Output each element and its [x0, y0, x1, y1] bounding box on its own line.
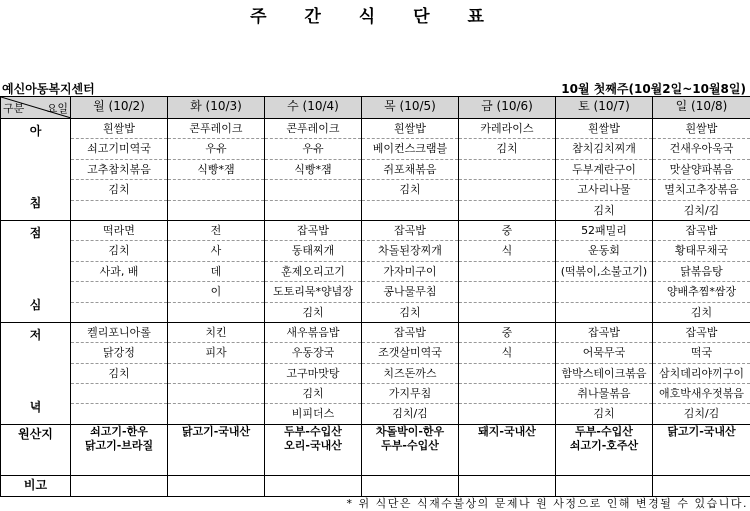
- menu-item: [265, 201, 361, 220]
- menu-item: 콘푸레이크: [168, 119, 264, 139]
- menu-item: 김치: [265, 384, 361, 404]
- menu-item: 데: [168, 262, 264, 282]
- menu-item: [459, 404, 555, 423]
- origin-text: 두부-수입산: [556, 425, 652, 439]
- dinner-cell-day-1: [168, 322, 265, 424]
- menu-item: 떡국: [653, 343, 750, 363]
- menu-item: [556, 282, 652, 302]
- menu-item: 식빵*잼: [168, 160, 264, 180]
- menu-item: 운동회: [556, 241, 652, 261]
- center-name: 예신아동복지센터: [2, 80, 95, 97]
- menu-item: 훈제오리고기: [265, 262, 361, 282]
- origin-cell-day-3: [362, 424, 459, 475]
- menu-item: [168, 364, 264, 384]
- menu-item: 김치: [362, 180, 458, 200]
- remarks-cell-day-4: [459, 475, 556, 496]
- menu-item: [459, 282, 555, 302]
- menu-item: 잡곡밥: [653, 323, 750, 343]
- menu-item: 애호박새우젓볶음: [653, 384, 750, 404]
- menu-item: 식: [459, 343, 555, 363]
- menu-item: 52패밀리: [556, 221, 652, 241]
- remarks-cell-day-2: [265, 475, 362, 496]
- dinner-cell-day-2: [265, 322, 362, 424]
- origin-cell-day-2: [265, 424, 362, 475]
- menu-item: 잡곡밥: [362, 221, 458, 241]
- meal-label-char: [1, 167, 70, 191]
- remarks-cell-day-6: [653, 475, 750, 496]
- remarks-cell-day-1: [168, 475, 265, 496]
- origin-text: 쇠고기-호주산: [556, 439, 652, 453]
- menu-item: 닭강정: [71, 343, 167, 363]
- menu-item: 우유: [168, 139, 264, 159]
- menu-item: 김치: [71, 241, 167, 261]
- menu-item: 김치/김: [362, 404, 458, 423]
- menu-item: 가자미구이: [362, 262, 458, 282]
- meal-label-char: 심: [1, 293, 70, 317]
- menu-item: 황태무채국: [653, 241, 750, 261]
- menu-item: 양배추찜*쌈장: [653, 282, 750, 302]
- breakfast-cell-day-6: [653, 119, 750, 221]
- dinner-cell-day-4: [459, 322, 556, 424]
- meal-label-char: [1, 269, 70, 293]
- menu-item: [265, 180, 361, 200]
- day-header-3: 목 (10/5): [362, 97, 459, 119]
- week-range-label: 10월 첫째주(10월2일~10월8일): [561, 80, 746, 97]
- lunch-cell-day-6: [653, 220, 750, 322]
- day-header-6: 일 (10/8): [653, 97, 750, 119]
- menu-item: 두부계란구이: [556, 160, 652, 180]
- menu-item: 콩나물무침: [362, 282, 458, 302]
- origin-text: 차돌박이-한우: [362, 425, 458, 439]
- origin-text: 돼지-국내산: [459, 425, 555, 439]
- menu-item: 베이컨스크램블: [362, 139, 458, 159]
- menu-item: [459, 180, 555, 200]
- meal-label-char: [1, 143, 70, 167]
- lunch-cell-day-4: [459, 220, 556, 322]
- origin-row: [1, 424, 750, 475]
- weekly-menu-table: [0, 96, 750, 497]
- origin-text: 닭고기-국내산: [653, 425, 750, 439]
- menu-item: 사: [168, 241, 264, 261]
- menu-item: 참치김치찌개: [556, 139, 652, 159]
- origin-text: 오리-국내산: [265, 439, 361, 453]
- menu-item: [168, 303, 264, 322]
- remarks-cell-day-3: [362, 475, 459, 496]
- menu-item: 중: [459, 221, 555, 241]
- day-header-4: 금 (10/6): [459, 97, 556, 119]
- menu-item: 콘푸레이크: [265, 119, 361, 139]
- menu-item: 흰쌀밥: [362, 119, 458, 139]
- lunch-row: [1, 220, 750, 322]
- dinner-cell-day-0: [71, 322, 168, 424]
- meal-label-char: 녁: [1, 395, 70, 419]
- meal-label-char: [1, 347, 70, 371]
- meal-label-char: 아: [1, 119, 70, 143]
- dinner-label: [1, 322, 71, 424]
- origin-text: 쇠고기-한우: [71, 425, 167, 439]
- breakfast-cell-day-0: [71, 119, 168, 221]
- origin-label: 원산지: [1, 424, 71, 475]
- menu-item: 비피더스: [265, 404, 361, 423]
- menu-item: 함박스테이크볶음: [556, 364, 652, 384]
- menu-item: 카레라이스: [459, 119, 555, 139]
- menu-item: 식: [459, 241, 555, 261]
- menu-item: 맛살양파볶음: [653, 160, 750, 180]
- menu-item: 치킨: [168, 323, 264, 343]
- page-title: 주 간 식 단 표: [0, 2, 750, 27]
- menu-item: [71, 404, 167, 423]
- menu-item: 흰쌀밥: [653, 119, 750, 139]
- menu-item: 흰쌀밥: [556, 119, 652, 139]
- breakfast-cell-day-3: [362, 119, 459, 221]
- day-header-0: 월 (10/2): [71, 97, 168, 119]
- menu-item: 식빵*잼: [265, 160, 361, 180]
- origin-cell-day-0: [71, 424, 168, 475]
- menu-item: 이: [168, 282, 264, 302]
- meal-label-char: [1, 371, 70, 395]
- menu-item: 중: [459, 323, 555, 343]
- menu-item: 김치: [556, 404, 652, 423]
- menu-item: [71, 201, 167, 220]
- origin-cell-day-4: [459, 424, 556, 475]
- menu-item: 떡라면: [71, 221, 167, 241]
- menu-item: [556, 303, 652, 322]
- menu-item: 전: [168, 221, 264, 241]
- meal-label-char: [1, 245, 70, 269]
- remarks-row: [1, 475, 750, 496]
- breakfast-cell-day-1: [168, 119, 265, 221]
- corner-label-day: 요일: [47, 100, 68, 116]
- menu-item: 삼치데리야끼구이: [653, 364, 750, 384]
- menu-item: [168, 404, 264, 423]
- day-header-1: 화 (10/3): [168, 97, 265, 119]
- menu-item: 김치: [653, 303, 750, 322]
- menu-item: [71, 384, 167, 404]
- meal-label-char: 침: [1, 191, 70, 215]
- menu-item: 사과, 배: [71, 262, 167, 282]
- menu-item: [168, 384, 264, 404]
- menu-item: 김치: [265, 303, 361, 322]
- menu-item: [459, 160, 555, 180]
- menu-item: 고추참치볶음: [71, 160, 167, 180]
- lunch-cell-day-3: [362, 220, 459, 322]
- breakfast-cell-day-4: [459, 119, 556, 221]
- menu-item: 잡곡밥: [265, 221, 361, 241]
- menu-item: [168, 180, 264, 200]
- menu-item: [362, 201, 458, 220]
- menu-item: 우동장국: [265, 343, 361, 363]
- remarks-cell-day-5: [556, 475, 653, 496]
- menu-item: [168, 201, 264, 220]
- menu-item: 고사리나물: [556, 180, 652, 200]
- menu-item: (떡볶이,소불고기): [556, 262, 652, 282]
- menu-item: [459, 201, 555, 220]
- lunch-cell-day-1: [168, 220, 265, 322]
- menu-item: 건새우아욱국: [653, 139, 750, 159]
- menu-item: 어묵무국: [556, 343, 652, 363]
- breakfast-cell-day-2: [265, 119, 362, 221]
- origin-text: 두부-수입산: [265, 425, 361, 439]
- meal-label-char: 점: [1, 221, 70, 245]
- remarks-label: 비고: [1, 475, 71, 496]
- origin-cell-day-6: [653, 424, 750, 475]
- lunch-cell-day-0: [71, 220, 168, 322]
- menu-item: [459, 384, 555, 404]
- lunch-cell-day-2: [265, 220, 362, 322]
- menu-item: 조갯살미역국: [362, 343, 458, 363]
- menu-item: [459, 364, 555, 384]
- corner-label-category: 구분: [3, 100, 24, 116]
- menu-item: 쇠고기미역국: [71, 139, 167, 159]
- menu-item: 김치: [71, 364, 167, 384]
- origin-text: 닭고기-국내산: [168, 425, 264, 439]
- menu-item: 차돌된장찌개: [362, 241, 458, 261]
- lunch-cell-day-5: [556, 220, 653, 322]
- header-row: [1, 97, 750, 119]
- dinner-cell-day-6: [653, 322, 750, 424]
- menu-item: 김치: [362, 303, 458, 322]
- menu-item: 켈리포니아롤: [71, 323, 167, 343]
- menu-item: 김치/김: [653, 201, 750, 220]
- origin-text: 닭고기-브라질: [71, 439, 167, 453]
- menu-item: 고구마맛탕: [265, 364, 361, 384]
- menu-item: 잡곡밥: [362, 323, 458, 343]
- footnote: * 위 식단은 식재수불상의 문제나 원 사정으로 인해 변경될 수 있습니다.: [347, 495, 749, 511]
- menu-item: 김치/김: [653, 404, 750, 423]
- menu-item: 김치: [556, 201, 652, 220]
- menu-item: [71, 282, 167, 302]
- menu-item: 쥐포채볶음: [362, 160, 458, 180]
- lunch-label: [1, 220, 71, 322]
- breakfast-label: [1, 119, 71, 221]
- menu-item: 닭볶음탕: [653, 262, 750, 282]
- menu-item: 치즈돈까스: [362, 364, 458, 384]
- remarks-cell-day-0: [71, 475, 168, 496]
- menu-item: 도토리묵*양념장: [265, 282, 361, 302]
- corner-header-cell: [1, 97, 71, 119]
- menu-item: 잡곡밥: [653, 221, 750, 241]
- menu-item: [459, 303, 555, 322]
- day-header-5: 토 (10/7): [556, 97, 653, 119]
- menu-item: 가지무침: [362, 384, 458, 404]
- origin-cell-day-1: [168, 424, 265, 475]
- menu-item: 김치: [71, 180, 167, 200]
- meal-label-char: 저: [1, 323, 70, 347]
- menu-item: [71, 303, 167, 322]
- menu-item: 새우볶음밥: [265, 323, 361, 343]
- menu-item: 피자: [168, 343, 264, 363]
- dinner-row: [1, 322, 750, 424]
- dinner-cell-day-5: [556, 322, 653, 424]
- menu-item: 흰쌀밥: [71, 119, 167, 139]
- menu-item: 우유: [265, 139, 361, 159]
- menu-item: [459, 262, 555, 282]
- menu-item: 김치: [459, 139, 555, 159]
- origin-cell-day-5: [556, 424, 653, 475]
- breakfast-row: [1, 119, 750, 221]
- dinner-cell-day-3: [362, 322, 459, 424]
- menu-item: 멸치고추장볶음: [653, 180, 750, 200]
- origin-text: 두부-수입산: [362, 439, 458, 453]
- menu-item: 동태찌개: [265, 241, 361, 261]
- menu-item: 잡곡밥: [556, 323, 652, 343]
- day-header-2: 수 (10/4): [265, 97, 362, 119]
- menu-item: 취나물볶음: [556, 384, 652, 404]
- breakfast-cell-day-5: [556, 119, 653, 221]
